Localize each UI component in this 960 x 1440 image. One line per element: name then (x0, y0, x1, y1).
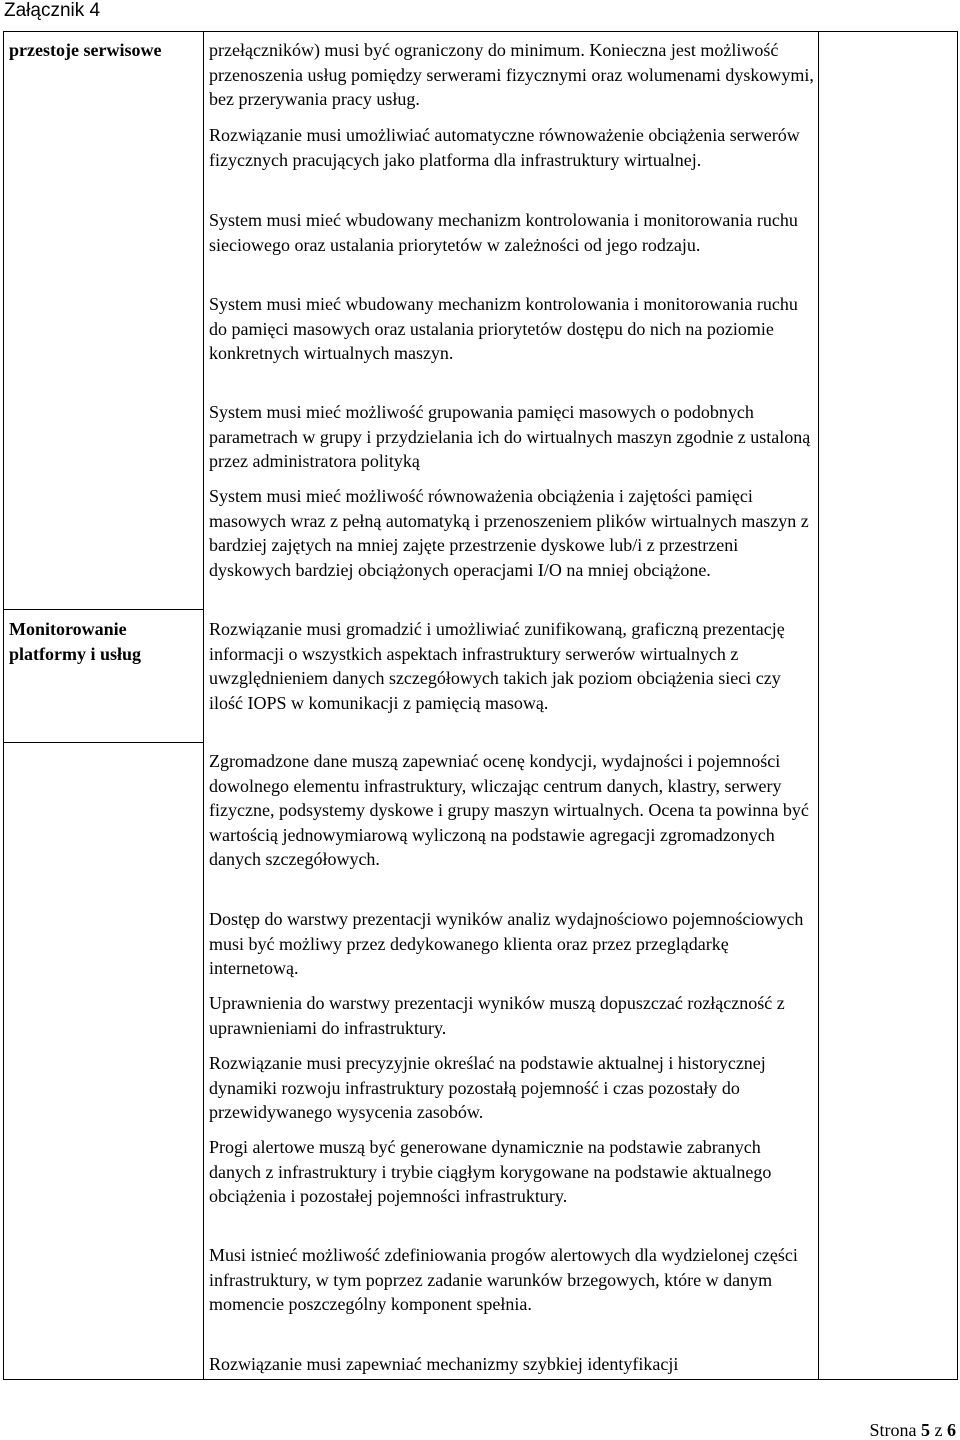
page-footer (870, 1420, 957, 1440)
requirement-paragraph: System musi mieć wbudowany mechanizm kontrolowania i monitorowania ruchu sieciowego oraz ustalania priorytetów w zależności od jego rodzaju. (209, 210, 798, 255)
requirement-paragraph: System musi mieć możliwość grupowania pamięci masowych o podobnych parametrach w grupy i przydzielania ich do wirtualnych maszyn zgodnie z ustaloną przez administratora polityką (209, 402, 811, 471)
requirement-paragraph: przełączników) musi być ograniczony do minimum. Konieczna jest możliwość przenoszenia usług pomiędzy serwerami fizycznymi oraz wolumenami dyskowymi, bez przerywania pracy usług. (209, 40, 814, 109)
requirement-paragraph: System musi mieć wbudowany mechanizm kontrolowania i monitorowania ruchu do pamięci masowych oraz ustalania priorytetów dostępu do nich na poziomie konkretnych wirtualnych maszyn. (209, 294, 798, 363)
footer-prefix: Strona (869, 1420, 917, 1440)
left-column-cell (3, 31, 204, 1380)
requirement-paragraph: Rozwiązanie musi precyzyjnie określać na podstawie aktualnej i historycznej dynamiki rozwoju infrastruktury pozostałą pojemność i czas pozostały do przewidywanego wysycenia zasobów. (209, 1053, 766, 1122)
footer-total-pages: 6 (947, 1420, 956, 1440)
requirement-paragraph: Progi alertowe muszą być generowane dynamicznie na podstawie zabranych danych z infrastruktury i trybie ciągłym korygowane na podstawie aktualnego obciążenia i pozostałej pojemności infrastruktury. (209, 1137, 772, 1206)
requirement-paragraph: Rozwiązanie musi gromadzić i umożliwiać zunifikowaną, graficzną prezentację informacji o wszystkich aspektach infrastruktury serwerów wirtualnych z uwzględnieniem danych szczegółowych takich jak poziom obciążenia sieci czy ilość IOPS w komunikacji z pamięcią masową. (209, 619, 785, 713)
row-divider (3, 609, 203, 610)
requirement-paragraph: Zgromadzone dane muszą zapewniać ocenę kondycji, wydajności i pojemności dowolnego elementu infrastruktury, wliczając centrum danych, klastry, serwery fizyczne, podsystemy dyskowe i grupy maszyn wirtualnych. Ocena ta powinna być wartością jednowymiarową wyliczoną na podstawie agregacji zgromadzonych danych szczegółowych. (209, 751, 809, 869)
footer-separator: z (934, 1420, 943, 1440)
row-label-monitoring: Monitorowanie platformy i usług (9, 619, 142, 664)
footer-page-number: 5 (921, 1420, 930, 1440)
right-column-cell (818, 31, 958, 1380)
requirement-paragraph: Rozwiązanie musi umożliwiać automatyczne równoważenie obciążenia serwerów fizycznych pracujących jako platforma dla infrastruktury wirtualnej. (209, 125, 800, 170)
row-divider (3, 742, 203, 743)
attachment-label: Załącznik 4 (4, 0, 101, 21)
row-label-maintenance: przestoje serwisowe (9, 40, 162, 60)
requirement-paragraph: Uprawnienia do warstwy prezentacji wyników muszą dopuszczać rozłączność z uprawnieniami do infrastruktury. (209, 993, 785, 1038)
requirement-paragraph: Dostęp do warstwy prezentacji wyników analiz wydajnościowo pojemnościowych musi być możliwy przez dedykowanego klienta oraz przez przeglądarkę internetową. (209, 909, 804, 978)
requirement-paragraph: Rozwiązanie musi zapewniać mechanizmy szybkiej identyfikacji (209, 1354, 679, 1374)
requirement-paragraph: Musi istnieć możliwość zdefiniowania progów alertowych dla wydzielonej części infrastruktury, w tym poprzez zadanie warunków brzegowych, które w danym momencie poszczególny komponent spełnia. (209, 1245, 798, 1314)
requirement-paragraph: System musi mieć możliwość równoważenia obciążenia i zajętości pamięci masowych wraz z pełną automatyką i przenoszeniem plików wirtualnych maszyn z bardziej zajętych na mniej zajęte przestrzenie dyskowe lub/i z przestrzeni dyskowych bardziej obciążonych operacjami I/O na mniej obciążone. (209, 486, 809, 580)
